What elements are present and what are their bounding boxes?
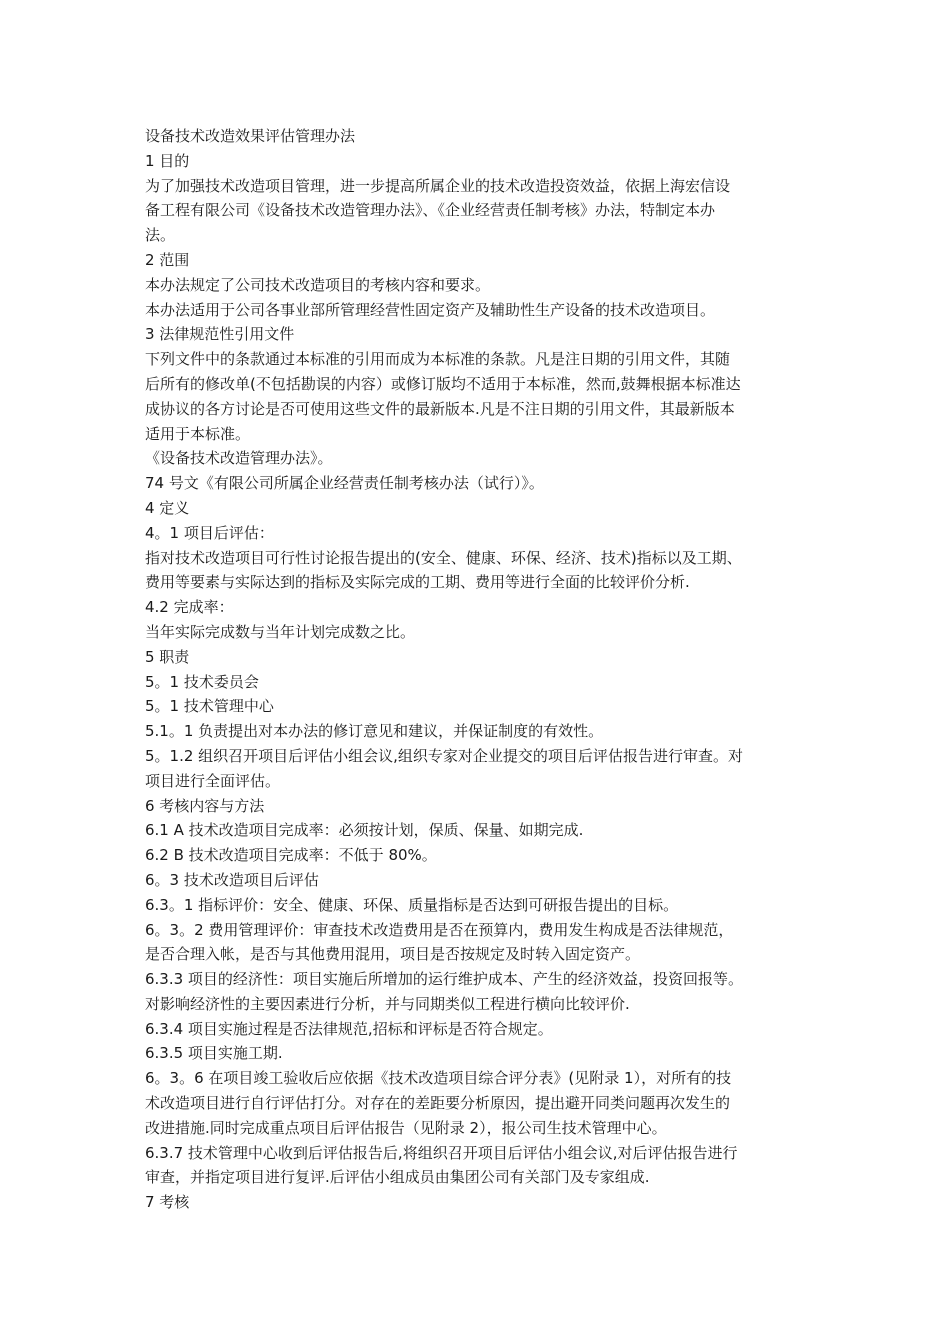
paragraph-line: 为了加强技术改造项目管理，进一步提高所属企业的技术改造投资效益，依据上海宏信设 — [145, 176, 731, 195]
paragraph-line: 后所有的修改单(不包括勘误的内容）或修订版均不适用于本标准，然而,鼓舞根据本标准达 — [145, 374, 741, 393]
section-heading-5: 5 职责 — [145, 647, 190, 666]
paragraph-line: 对影响经济性的主要因素进行分析，并与同期类似工程进行横向比较评价. — [145, 994, 630, 1013]
document-page — [145, 124, 825, 1215]
paragraph-line: 改进措施.同时完成重点项目后评估报告（见附录 2），报公司生技术管理中心。 — [145, 1118, 667, 1137]
section-heading-1: 1 目的 — [145, 151, 190, 170]
paragraph-line: 6.1 A 技术改造项目完成率：必须按计划，保质、保量、如期完成. — [145, 821, 584, 840]
paragraph-line: 成协议的各方讨论是否可使用这些文件的最新版本.凡是不注日期的引用文件，其最新版本 — [145, 399, 735, 418]
paragraph-line: 费用等要素与实际达到的指标及实际完成的工期、费用等进行全面的比较评价分析. — [145, 573, 690, 592]
section-heading-7: 7 考核 — [145, 1193, 190, 1212]
paragraph-line: 备工程有限公司《设备技术改造管理办法》、《企业经营责任制考核》办法，特制定本办 — [145, 201, 716, 220]
paragraph-line: 下列文件中的条款通过本标准的引用而成为本标准的条款。凡是注日期的引用文件，其随 — [145, 350, 731, 369]
subsection-heading: 6。3 技术改造项目后评估 — [145, 870, 319, 889]
paragraph-line: 指对技术改造项目可行性讨论报告提出的(安全、健康、环保、经济、技术)指标以及工期、 — [145, 548, 742, 567]
paragraph-line: 是否合理入帐，是否与其他费用混用，项目是否按规定及时转入固定资产。 — [145, 945, 641, 964]
paragraph-line: 本办法规定了公司技术改造项目的考核内容和要求。 — [145, 275, 491, 294]
paragraph-line: 6。3。6 在项目竣工验收后应依据《技术改造项目综合评分表》(见附录 1），对所有的技 — [145, 1069, 732, 1088]
paragraph-line: 项目进行全面评估。 — [145, 771, 281, 790]
subsection-heading: 5。1 技术委员会 — [145, 672, 259, 691]
paragraph-line: 6.3.5 项目实施工期. — [145, 1044, 283, 1063]
subsection-heading: 4。1 项目后评估： — [145, 523, 274, 542]
paragraph-line: 法。 — [145, 226, 176, 245]
document-title: 设备技术改造效果评估管理办法 — [145, 127, 356, 145]
section-heading-6: 6 考核内容与方法 — [145, 796, 265, 815]
paragraph-line: 本办法适用于公司各事业部所管理经营性固定资产及辅助性生产设备的技术改造项目。 — [145, 300, 716, 319]
paragraph-line: 适用于本标准。 — [145, 424, 251, 443]
paragraph-line: 6.3.3 项目的经济性：项目实施后所增加的运行维护成本、产生的经济效益，投资回报等。 — [145, 970, 743, 989]
paragraph-line: 6.3.7 技术管理中心收到后评估报告后,将组织召开项目后评估小组会议,对后评估报告进行 — [145, 1143, 738, 1162]
section-heading-4: 4 定义 — [145, 498, 190, 517]
reference-line: 74 号文《有限公司所属企业经营责任制考核办法（试行）》。 — [145, 474, 544, 493]
paragraph-line: 6.3。1 指标评价：安全、健康、环保、质量指标是否达到可研报告提出的目标。 — [145, 895, 679, 914]
reference-line: 《设备技术改造管理办法》。 — [145, 449, 333, 468]
subsection-heading: 4.2 完成率： — [145, 598, 234, 617]
paragraph-line: 6.3.4 项目实施过程是否法律规范,招标和评标是否符合规定。 — [145, 1019, 553, 1038]
paragraph-line: 术改造项目进行自行评估打分。对存在的差距要分析原因，提出避开同类问题再次发生的 — [145, 1094, 731, 1113]
subsection-heading: 5。1 技术管理中心 — [145, 697, 274, 716]
section-heading-3: 3 法律规范性引用文件 — [145, 325, 295, 344]
paragraph-line: 5。1.2 组织召开项目后评估小组会议,组织专家对企业提交的项目后评估报告进行审查。对 — [145, 746, 743, 765]
paragraph-line: 6.2 B 技术改造项目完成率：不低于 80%。 — [145, 846, 437, 865]
section-heading-2: 2 范围 — [145, 250, 190, 269]
paragraph-line: 6。3。2 费用管理评价：审查技术改造费用是否在预算内，费用发生构成是否法律规范， — [145, 920, 734, 939]
paragraph-line: 5.1。1 负责提出对本办法的修订意见和建议，并保证制度的有效性。 — [145, 722, 604, 741]
paragraph-line: 审查，并指定项目进行复评.后评估小组成员由集团公司有关部门及专家组成. — [145, 1168, 650, 1187]
paragraph-line: 当年实际完成数与当年计划完成数之比。 — [145, 622, 416, 641]
